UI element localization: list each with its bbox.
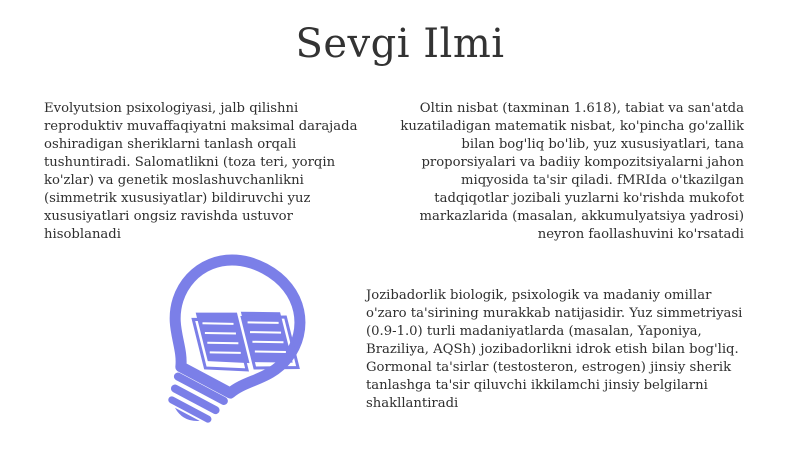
text-block-evolutionary: Evolyutsion psixologiyasi, jalb qilishni reproduktiv muvaffaqiyatni maksimal darajada oshiradigan sheriklarni tanlash orqali tushuntiradi. Salomatlikni (toza teri, yorqin ko'zlar) va genetik moslashuvchanlikni (simmetrik xususiyatlar) bildiruvchi yuz xususiyatlari ongsiz ravishda ustuvor hisoblanadi — [44, 101, 358, 242]
lightbulb-book-icon — [146, 254, 314, 432]
text-block-golden-ratio: Oltin nisbat (taxminan 1.618), tabiat va san'atda kuzatiladigan matematik nisbat, ko'pincha go'zallik bilan bog'liq bo'lib, yuz xususiyatlari, tana proporsiyalari va badiiy kompozitsiyalarni jahon miqyosida ta'sir qiladi. fMRIda o'tkazilgan tadqiqotlar jozibali yuzlarni ko'rishda mukofot markazlarida (masalan, akkumulyatsiya yadrosi) neyron faollashuvini ko'rsatadi — [400, 101, 744, 242]
slide-title: Sevgi Ilmi — [295, 21, 505, 67]
text-block-attractiveness: Jozibadorlik biologik, psixologik va madaniy omillar o'zaro ta'sirining murakkab natijasidir. Yuz simmetriyasi (0.9-1.0) turli madaniyatlarda (masalan, Yaponiya, Braziliya, AQSh) jozibadorlikni idrok etish bilan bog'liq. Gormonal ta'sirlar (testosteron, estrogen) jinsiy sherik tanlashga ta'sir qiluvchi ikkilamchi jinsiy belgilarni shakllantiradi — [366, 288, 743, 411]
